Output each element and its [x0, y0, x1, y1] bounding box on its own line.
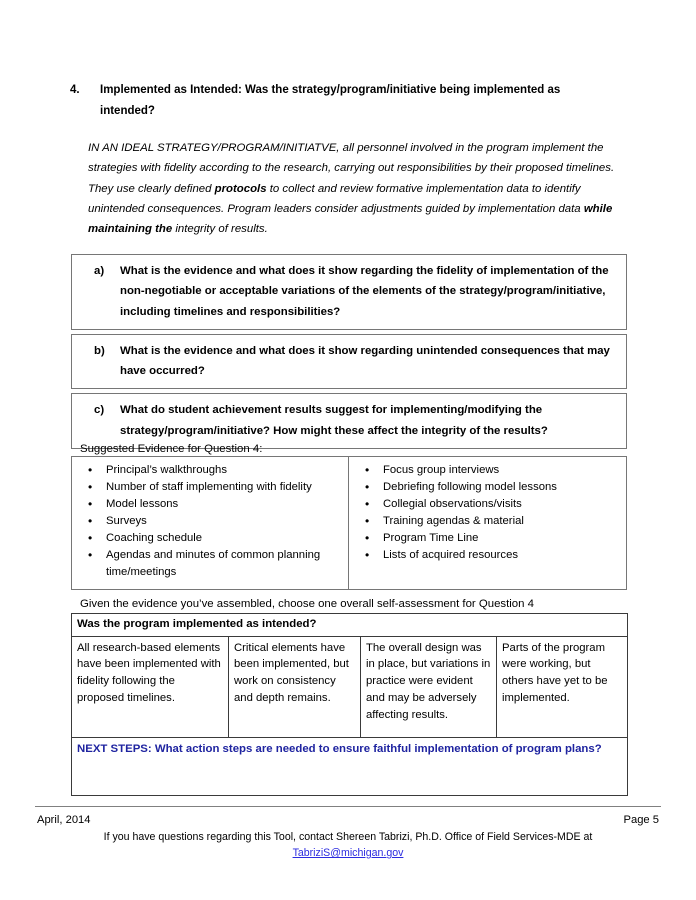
list-item-label: Agendas and minutes of common planning time/meetings	[106, 549, 321, 579]
bullet-icon: •	[88, 480, 93, 495]
list-item-label: Program Time Line	[383, 532, 479, 545]
footer-contact-text: If you have questions regarding this Tool, contact Shereen Tabrizi, Ph.D. Office of Field Services-MDE at	[103, 831, 593, 843]
list-item	[353, 479, 622, 496]
list-item-label: Focus group interviews	[383, 464, 500, 476]
sub-question-text-a: What is the evidence and what does it show regarding the fidelity of implementation of the non-negotiable or acceptable variations of the elements of the strategy/program/initiative, including timelines and responsibilities?	[120, 265, 609, 318]
question-title-rest: : Was the strategy/program/initiative being implemented as intended?	[100, 84, 561, 117]
list-item-label: Surveys	[106, 515, 147, 528]
sub-question-box-a[interactable]	[71, 254, 627, 330]
list-item	[76, 547, 344, 581]
list-item	[353, 496, 622, 513]
list-item	[76, 496, 344, 513]
intro-bold-protocols: protocols	[214, 182, 267, 195]
next-steps-text: What action steps are needed to ensure faithful implementation of program plans?	[151, 742, 602, 755]
next-steps-cell[interactable]	[72, 738, 627, 795]
list-item-label: Coaching schedule	[106, 532, 203, 545]
self-assessment-header: Was the program implemented as intended?	[72, 614, 627, 637]
self-assessment-option-4[interactable]: Parts of the program were working, but others have yet to be implemented.	[502, 641, 608, 705]
list-item-label: Lists of acquired resources	[383, 549, 518, 562]
intro-segment-2: to collect and review formative implementation data to identify unintended consequences. Program leaders consider adjustments guided by implementation data	[88, 182, 584, 215]
self-assessment-option-2[interactable]: Critical elements have been implemented, but work on consistency and depth remains.	[229, 637, 361, 737]
evidence-caption: Suggested Evidence for Question 4:	[80, 443, 263, 455]
self-assessment-options-row	[72, 637, 627, 738]
self-assessment-option-1[interactable]: All research-based elements have been implemented with fidelity following the proposed timelines.	[72, 637, 229, 737]
footer-email-row	[37, 846, 659, 862]
footer-top-row	[37, 812, 659, 829]
bullet-icon: •	[88, 548, 93, 563]
intro-segment-3: integrity of results.	[172, 223, 268, 236]
sub-question-label-c: c)	[94, 404, 105, 417]
footer-page-number: Page 5	[623, 814, 659, 826]
bullet-icon: •	[88, 531, 93, 546]
bullet-icon: •	[88, 497, 93, 512]
list-item-label: Training agendas & material	[383, 515, 524, 528]
intro-segment-1: IN AN IDEAL STRATEGY/PROGRAM/INITIATVE, all personnel involved in the program implement the strategies with fidelity according to the research, carrying out responsibilities by their proposed timelines. They use clearly defined	[88, 142, 615, 195]
bullet-icon: •	[365, 531, 370, 546]
list-item-label: Debriefing following model lessons	[383, 481, 557, 494]
evidence-list-right	[353, 462, 622, 564]
sub-question-boxes	[71, 254, 627, 453]
list-item-label: Collegial observations/visits	[383, 498, 522, 511]
list-item	[353, 513, 622, 530]
bullet-icon: •	[365, 514, 370, 529]
evidence-column-left	[72, 457, 349, 589]
self-assessment-table	[71, 613, 628, 796]
sub-question-label-a: a)	[94, 265, 105, 277]
bullet-icon: •	[365, 463, 370, 477]
intro-paragraph	[88, 138, 616, 239]
question-number: 4.	[70, 84, 80, 96]
bullet-icon: •	[88, 514, 93, 529]
footer-email-link[interactable]: TabriziS@michigan.gov	[292, 847, 404, 859]
self-assessment-option-3[interactable]: The overall design was in place, but variations in practice were evident and may be adversely affecting results.	[361, 637, 497, 737]
list-item-label: Number of staff implementing with fidelity	[106, 481, 312, 494]
list-item	[76, 513, 344, 530]
evidence-column-right	[349, 457, 626, 589]
bullet-icon: •	[365, 480, 370, 495]
footer-date: April, 2014	[37, 814, 91, 826]
list-item-label: Principal’s walkthroughs	[106, 464, 227, 476]
sub-question-box-b[interactable]	[71, 334, 627, 390]
next-steps-label: NEXT STEPS:	[77, 742, 152, 755]
question-heading	[70, 80, 615, 122]
evidence-list-left	[76, 462, 344, 581]
bullet-icon: •	[88, 463, 93, 477]
sub-question-text-c: What do student achievement results suggest for implementing/modifying the strategy/program/initiative? How might these affect the integrity of the results?	[120, 404, 548, 437]
sub-question-label-b: b)	[94, 344, 105, 357]
list-item	[76, 530, 344, 547]
list-item	[76, 462, 344, 479]
list-item	[353, 462, 622, 479]
list-item-label: Model lessons	[106, 498, 179, 511]
footer-divider	[35, 806, 661, 807]
bullet-icon: •	[365, 497, 370, 512]
question-title-bold: Implemented as Intended	[100, 84, 239, 96]
evidence-table	[71, 456, 627, 590]
question-title	[100, 80, 615, 122]
self-assessment-caption: Given the evidence you’ve assembled, choose one overall self-assessment for Question 4	[80, 598, 534, 610]
list-item	[76, 479, 344, 496]
intro-bold-maintaining: while maintaining the	[88, 202, 613, 236]
bullet-icon: •	[365, 548, 370, 563]
list-item	[353, 530, 622, 547]
sub-question-text-b: What is the evidence and what does it show regarding unintended consequences that may have occurred?	[120, 344, 610, 378]
list-item	[353, 547, 622, 564]
